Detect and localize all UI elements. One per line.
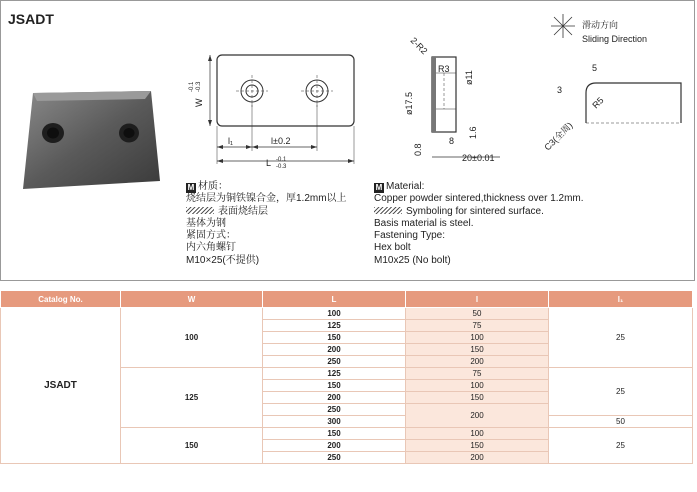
l-cell: 150 <box>263 332 406 344</box>
material-badge-en: M <box>375 183 383 192</box>
l-cell: 250 <box>263 404 406 416</box>
i1-cell: 50 <box>549 416 693 428</box>
sliding-direction-icon <box>551 14 575 38</box>
header-i1: l₁ <box>549 291 693 308</box>
dim-d8: 8 <box>449 136 455 146</box>
w-group-100: 100 <box>121 308 263 368</box>
header-w: W <box>121 291 263 308</box>
dim-5: 5 <box>592 63 598 73</box>
i-cell: 150 <box>406 440 549 452</box>
l-cell: 200 <box>263 392 406 404</box>
notes-cn-line6: M10×25(不提供) <box>186 254 260 266</box>
l-cell: 125 <box>263 320 406 332</box>
dim-l-tol-bot: -0.3 <box>276 164 287 170</box>
dim-c3: C3(全周) <box>542 120 575 153</box>
notes-english <box>374 181 674 267</box>
notes-cn-line3: 基体为钢 <box>186 217 226 229</box>
l-cell: 125 <box>263 368 406 380</box>
notes-en-line4: Fastening Type: <box>374 230 445 242</box>
l-cell: 200 <box>263 440 406 452</box>
l-cell: 250 <box>263 356 406 368</box>
dim-3: 3 <box>557 85 563 95</box>
plate-outline <box>217 55 354 126</box>
i-cell: 200 <box>406 452 549 464</box>
i-cell: 200 <box>406 356 549 368</box>
i-cell: 75 <box>406 368 549 380</box>
i-cell: 150 <box>406 392 549 404</box>
hatch-symbol <box>186 207 214 214</box>
l-cell: 150 <box>263 428 406 440</box>
l-cell: 200 <box>263 344 406 356</box>
dim-r3: R3 <box>438 64 450 74</box>
dim-r5: R5 <box>590 95 606 111</box>
dim-d16: 1.6 <box>468 126 478 139</box>
dim-d20: 20±0.01 <box>462 153 495 163</box>
notes-en-line5: Hex bolt <box>374 242 411 254</box>
i-cell: 100 <box>406 380 549 392</box>
table-header-row <box>1 291 693 308</box>
header-catalog: Catalog No. <box>1 291 121 308</box>
l-cell: 300 <box>263 416 406 428</box>
dim-l-tol: l±0.2 <box>271 136 291 146</box>
w-group-150: 150 <box>121 428 263 464</box>
i-cell: 75 <box>406 320 549 332</box>
product-code: JSADT <box>8 11 54 27</box>
i1-cell: 25 <box>549 428 693 464</box>
notes-en-line3: Basis material is steel. <box>374 217 474 229</box>
material-badge: M <box>187 183 195 192</box>
notes-cn-line5: 内六角螺钉 <box>186 242 236 254</box>
technical-drawing <box>176 11 694 179</box>
dim-w-tol-bot: -0.3 <box>196 81 202 92</box>
dim-2r2: 2-R2 <box>408 35 430 57</box>
notes-en-line1: Copper powder sintered,thickness over 1.2mm. <box>374 193 584 205</box>
i1-cell: 25 <box>549 368 693 416</box>
i-cell: 50 <box>406 308 549 320</box>
notes-chinese <box>186 181 366 267</box>
dim-l-tol-top: -0.1 <box>276 157 287 163</box>
l-cell: 100 <box>263 308 406 320</box>
i1-cell: 25 <box>549 308 693 368</box>
header-l: L <box>263 291 406 308</box>
dim-d11: ø11 <box>464 70 474 85</box>
i-cell: 100 <box>406 332 549 344</box>
notes-en-line2: Symboling for sintered surface. <box>406 205 544 217</box>
hatch-symbol-en <box>374 207 402 214</box>
dim-w-tol-top: -0.1 <box>189 81 195 92</box>
dim-d175: ø17.5 <box>404 91 414 115</box>
notes-cn-line2: 表面烧结层 <box>218 205 268 217</box>
notes-cn-line4: 紧固方式： <box>186 230 236 242</box>
w-group-125: 125 <box>121 368 263 428</box>
dim-l1: l₁ <box>228 136 234 146</box>
i-cell: 200 <box>406 404 549 428</box>
notes-en-line6: M10x25 (No bolt) <box>374 254 451 266</box>
table-row <box>1 308 693 320</box>
direction-en: Sliding Direction <box>582 34 648 44</box>
product-photo <box>19 89 162 191</box>
dim-w: W <box>194 98 204 107</box>
direction-cn: 滑动方向 <box>582 20 619 30</box>
notes-en-title: Material: <box>386 181 425 192</box>
spec-table <box>0 290 693 464</box>
header-i: l <box>406 291 549 308</box>
dim-l: L <box>266 158 272 168</box>
i-cell: 150 <box>406 344 549 356</box>
notes-cn-line1: 烧结层为铜铁镍合金，厚1.2mm以上 <box>186 193 347 205</box>
i-cell: 100 <box>406 428 549 440</box>
notes-cn-title: 材质： <box>198 181 228 192</box>
dim-d08: 0.8 <box>413 143 423 156</box>
l-cell: 250 <box>263 452 406 464</box>
catalog-cell: JSADT <box>1 308 121 464</box>
l-cell: 150 <box>263 380 406 392</box>
